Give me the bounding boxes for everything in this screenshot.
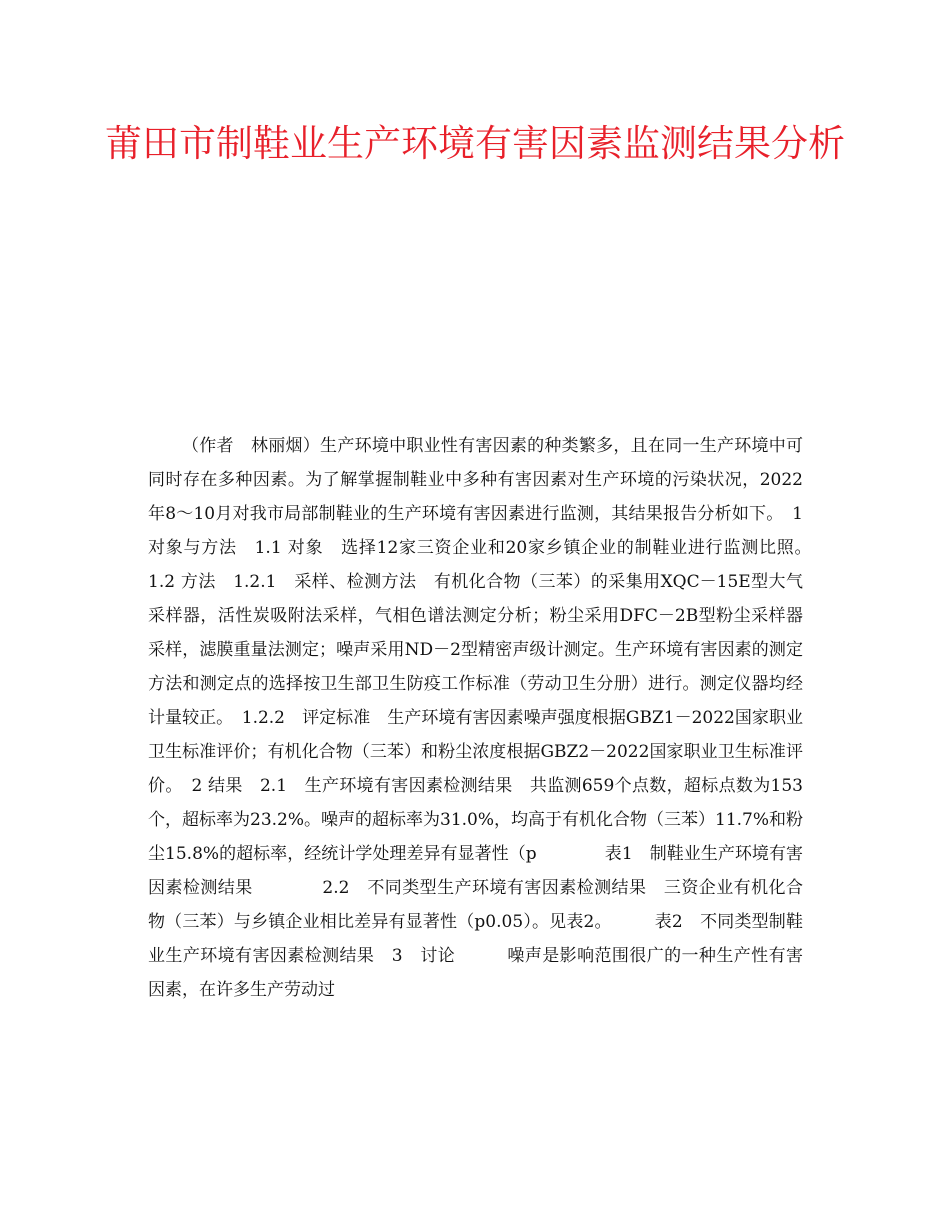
document-body-paragraph: （作者 林丽烟）生产环境中职业性有害因素的种类繁多，且在同一生产环境中可同时存在多种因素。为了解掌握制鞋业中多种有害因素对生产环境的污染状况，2022年8～10月对我市局部制鞋业的生产环境有害因素进行监测，其结果报告分析如下。 1 对象与方法 1.1 对象 选择12家三资企业和20家乡镇企业的制鞋业进行监测比照。 1.2 方法 1.2.1 采样、检测方法 有机化合物（三苯）的采集用XQC－15E型大气采样器，活性炭吸附法采样，气相色谱法测定分析；粉尘采用DFC－2B型粉尘采样器采样，滤膜重量法测定；噪声采用ND－2型精密声级计测定。生产环境有害因素的测定方法和测定点的选择按卫生部卫生防疫工作标准（劳动卫生分册）进行。测定仪器均经计量较正。 1.2.2 评定标准 生产环境有害因素噪声强度根据GBZ1－2022国家职业卫生标准评价；有机化合物（三苯）和粉尘浓度根据GBZ2－2022国家职业卫生标准评价。 2 结果 2.1 生产环境有害因素检测结果 共监测659个点数，超标点数为153个，超标率为23.2%。噪声的超标率为31.0%，均高于有机化合物（三苯）11.7%和粉尘15.8%的超标率，经统计学处理差异有显著性（p 表1 制鞋业生产环境有害因素检测结果 2.2 不同类型生产环境有害因素检测结果 三资企业有机化合物（三苯）与乡镇企业相比差异有显著性（p0.05）。见表2。 表2 不同类型制鞋业生产环境有害因素检测结果 3 讨论 噪声是影响范围很广的一种生产性有害因素，在许多生产劳动过 [148, 436, 820, 1000]
document-title: 莆田市制鞋业生产环境有害因素监测结果分析 [105, 122, 845, 165]
